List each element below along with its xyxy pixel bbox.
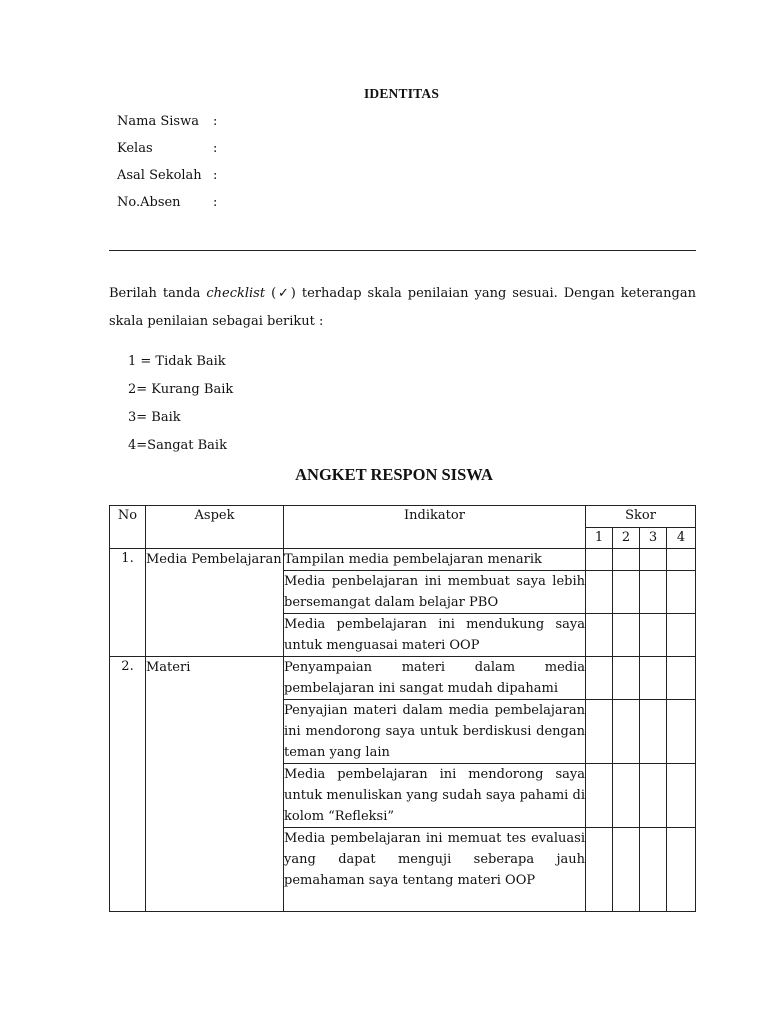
header-skor: Skor (586, 506, 696, 528)
score-cell-2[interactable] (613, 614, 640, 657)
score-cell-3[interactable] (640, 764, 667, 828)
instructions-paragraph (109, 280, 696, 336)
header-indikator: Indikator (284, 506, 586, 549)
row-number: 2. (110, 657, 146, 912)
survey-table (109, 505, 696, 912)
score-cell-2[interactable] (613, 657, 640, 700)
instructions-text-after: (✓) terhadap skala penilaian yang sesuai. Dengan keterangan skala penilaian sebagai berikut : (109, 286, 696, 329)
scale-item-4: 4=Sangat Baik (128, 438, 227, 453)
field-colon: : (213, 195, 218, 210)
row-aspek: Materi (146, 657, 284, 912)
score-cell-1[interactable] (586, 700, 613, 764)
survey-title: ANGKET RESPON SISWA (295, 465, 493, 484)
score-cell-3[interactable] (640, 828, 667, 912)
score-cell-1[interactable] (586, 764, 613, 828)
score-cell-4[interactable] (667, 571, 696, 614)
score-level-3: 3 (640, 528, 667, 549)
score-cell-4[interactable] (667, 657, 696, 700)
score-cell-3[interactable] (640, 700, 667, 764)
score-cell-2[interactable] (613, 700, 640, 764)
field-label: Asal Sekolah (117, 168, 202, 183)
table-row (110, 657, 696, 700)
section-divider (109, 250, 696, 251)
score-cell-3[interactable] (640, 571, 667, 614)
score-cell-4[interactable] (667, 700, 696, 764)
score-cell-3[interactable] (640, 549, 667, 571)
identity-field-asal-sekolah (117, 167, 217, 185)
score-level-4: 4 (667, 528, 696, 549)
field-label: No.Absen (117, 195, 181, 210)
score-cell-1[interactable] (586, 614, 613, 657)
field-colon: : (213, 168, 218, 183)
score-cell-1[interactable] (586, 828, 613, 912)
instructions-text-before: Berilah tanda (109, 286, 207, 301)
score-cell-3[interactable] (640, 657, 667, 700)
header-no: No (110, 506, 146, 549)
indicator-text: Media pembelajaran ini memuat tes evaluasi yang dapat menguji seberapa jauh pemahaman saya tentang materi OOP (284, 828, 586, 912)
indicator-text: Media pembelajaran ini mendorong saya untuk menuliskan yang sudah saya pahami di kolom “Refleksi” (284, 764, 586, 828)
scale-item-1: 1 = Tidak Baik (128, 354, 226, 369)
field-colon: : (213, 141, 218, 156)
indicator-text: Tampilan media pembelajaran menarik (284, 549, 586, 571)
score-cell-4[interactable] (667, 828, 696, 912)
identity-title: IDENTITAS (363, 86, 440, 101)
score-cell-1[interactable] (586, 549, 613, 571)
score-cell-3[interactable] (640, 614, 667, 657)
indicator-text: Penyajian materi dalam media pembelajaran ini mendorong saya untuk berdiskusi dengan teman yang lain (284, 700, 586, 764)
score-cell-2[interactable] (613, 828, 640, 912)
identity-field-no-absen (117, 194, 217, 212)
scale-item-2: 2= Kurang Baik (128, 382, 234, 397)
score-cell-4[interactable] (667, 549, 696, 571)
field-colon: : (213, 114, 218, 129)
score-cell-1[interactable] (586, 657, 613, 700)
scale-item-3: 3= Baik (128, 410, 181, 425)
score-cell-4[interactable] (667, 614, 696, 657)
indicator-text: Penyampaian materi dalam media pembelajaran ini sangat mudah dipahami (284, 657, 586, 700)
indicator-text: Media pembelajaran ini mendukung saya untuk menguasai materi OOP (284, 614, 586, 657)
score-level-1: 1 (586, 528, 613, 549)
table-row (110, 549, 696, 571)
score-cell-2[interactable] (613, 549, 640, 571)
score-cell-4[interactable] (667, 764, 696, 828)
identity-field-nama-siswa (117, 113, 217, 131)
header-aspek: Aspek (146, 506, 284, 549)
score-level-2: 2 (613, 528, 640, 549)
identity-field-kelas (117, 140, 217, 158)
field-label: Nama Siswa (117, 114, 199, 129)
score-cell-1[interactable] (586, 571, 613, 614)
row-aspek: Media Pembelajaran (146, 549, 284, 657)
row-number: 1. (110, 549, 146, 657)
table-header-row (110, 506, 696, 528)
field-label: Kelas (117, 141, 153, 156)
indicator-text: Media penbelajaran ini membuat saya lebih bersemangat dalam belajar PBO (284, 571, 586, 614)
instructions-italic-term: checklist (206, 286, 266, 301)
score-cell-2[interactable] (613, 764, 640, 828)
score-cell-2[interactable] (613, 571, 640, 614)
